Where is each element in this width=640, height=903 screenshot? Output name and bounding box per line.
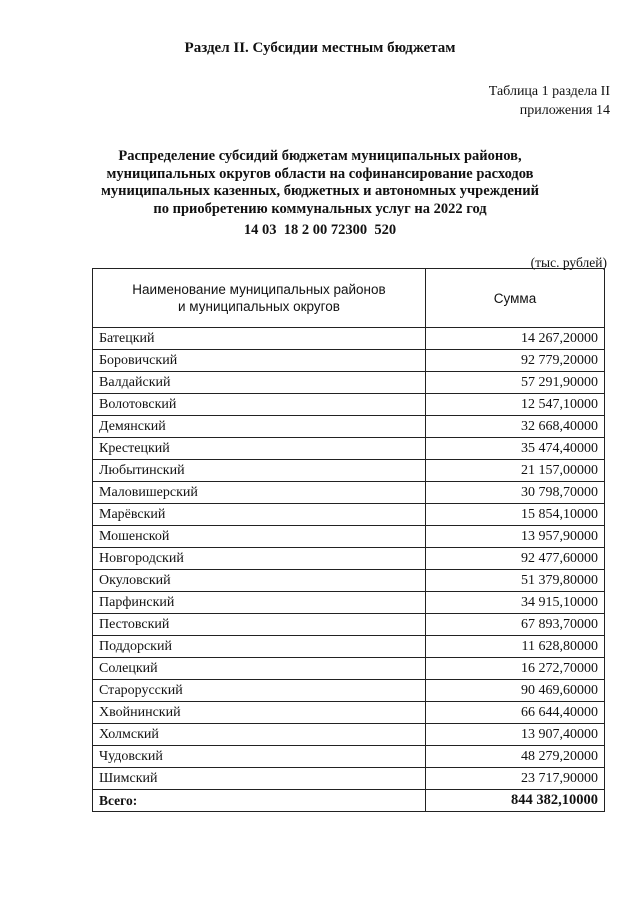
total-row [93,790,605,812]
table-reference-line-2: приложения 14 [519,103,610,118]
table-row [93,460,605,482]
table-row [93,416,605,438]
row-name: Окуловский [93,570,426,592]
row-sum: 66 644,40000 [426,702,605,724]
row-name: Старорусский [93,680,426,702]
total-label: Всего: [93,790,426,812]
row-sum: 92 477,60000 [426,548,605,570]
row-sum: 30 798,70000 [426,482,605,504]
row-sum: 51 379,80000 [426,570,605,592]
table-row [93,768,605,790]
row-sum: 12 547,10000 [426,394,605,416]
row-sum: 11 628,80000 [426,636,605,658]
total-sum: 844 382,10000 [426,790,605,812]
table-header-row [93,269,605,328]
row-sum: 48 279,20000 [426,746,605,768]
row-name: Хвойнинский [93,702,426,724]
row-name: Шимский [93,768,426,790]
row-sum: 14 267,20000 [426,328,605,350]
row-name: Новгородский [93,548,426,570]
table-row [93,592,605,614]
table-row [93,438,605,460]
row-name: Солецкий [93,658,426,680]
table-row [93,724,605,746]
row-sum: 90 469,60000 [426,680,605,702]
row-sum: 21 157,00000 [426,460,605,482]
header-municipality-line-1: Наименование муниципальных районов [132,282,386,297]
table-row [93,680,605,702]
table-row [93,394,605,416]
row-name: Чудовский [93,746,426,768]
row-sum: 13 957,90000 [426,526,605,548]
row-sum: 32 668,40000 [426,416,605,438]
header-municipality [93,269,426,328]
table-row [93,746,605,768]
row-name: Демянский [93,416,426,438]
table-row [93,702,605,724]
row-name: Парфинский [93,592,426,614]
row-name: Пестовский [93,614,426,636]
row-name: Мошенской [93,526,426,548]
row-sum: 23 717,90000 [426,768,605,790]
row-name: Холмский [93,724,426,746]
row-name: Маловишерский [93,482,426,504]
table-row [93,548,605,570]
row-name: Валдайский [93,372,426,394]
header-sum: Сумма [426,269,605,328]
budget-code: 14 03 18 2 00 72300 520 [243,222,397,238]
row-sum: 34 915,10000 [426,592,605,614]
table-row [93,570,605,592]
row-name: Боровичский [93,350,426,372]
row-name: Любытинский [93,460,426,482]
row-sum: 57 291,90000 [426,372,605,394]
document-title-line-2: муниципальных округов области на софинансирование расходов [106,165,534,182]
row-name: Крестецкий [93,438,426,460]
table-row [93,482,605,504]
document-title-line-4: по приобретению коммунальных услуг на 2022 год [153,200,487,217]
row-name: Поддорский [93,636,426,658]
row-name: Батецкий [93,328,426,350]
document-title-line-1: Распределение субсидий бюджетам муниципальных районов, [118,148,522,164]
document-title [0,148,640,218]
row-sum: 92 779,20000 [426,350,605,372]
row-sum: 35 474,40000 [426,438,605,460]
header-municipality-line-2: и муниципальных округов [178,299,340,314]
row-sum: 13 907,40000 [426,724,605,746]
table-reference [489,82,610,120]
table-row [93,614,605,636]
table-reference-line-1: Таблица 1 раздела II [488,84,610,99]
row-sum: 67 893,70000 [426,614,605,636]
section-title: Раздел II. Субсидии местным бюджетам [184,40,456,56]
subsidy-table [92,268,605,812]
row-name: Марёвский [93,504,426,526]
document-title-line-3: муниципальных казенных, бюджетных и автономных учреждений [101,183,539,199]
row-name: Волотовский [93,394,426,416]
table-row [93,350,605,372]
table-row [93,328,605,350]
table-row [93,504,605,526]
table-row [93,372,605,394]
table-row [93,526,605,548]
table-row [93,636,605,658]
row-sum: 16 272,70000 [426,658,605,680]
table-row [93,658,605,680]
units-label: (тыс. рублей) [530,255,607,270]
row-sum: 15 854,10000 [426,504,605,526]
